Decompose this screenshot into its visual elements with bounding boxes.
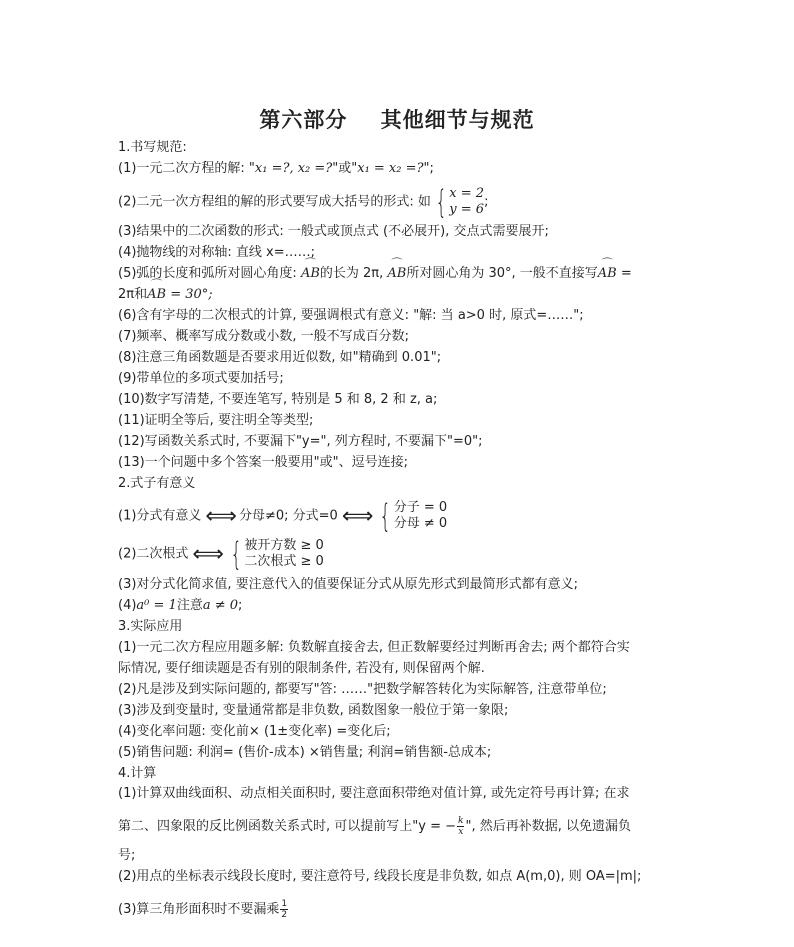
text: "; <box>423 161 434 176</box>
rule-1-3: (3)结果中的二次函数的形式: 一般式或顶点式 (不必展开), 交点式需要展开; <box>118 224 549 239</box>
text: (1)一元二次方程的解: " <box>118 161 255 176</box>
rule-2-3: (3)对分式化简求值, 要注意代入的值要保证分式从原先形式到最简形式都有意义; <box>118 577 579 592</box>
section-3-heading: 3.实际应用 <box>118 619 183 634</box>
double-arrow-icon: ⟺ <box>192 541 222 567</box>
text: (4) <box>118 598 137 613</box>
section-1-heading: 1.书写规范: <box>118 140 187 155</box>
brace-row: 分子 = 0 <box>393 500 448 515</box>
rule-3-4: (4)变化率问题: 变化前× (1±变化率) =变化后; <box>118 724 391 739</box>
brace-conditions <box>226 535 324 573</box>
rule-1-13: (13)一个问题中多个答案一般要用"或"、逗号连接; <box>118 455 409 470</box>
rule-1-11: (11)证明全等后, 要注明全等类型; <box>118 413 314 428</box>
rule-4-2: (2)用点的坐标表示线段长度时, 要注意符号, 线段长度是非负数, 如点 A(m,0), 则 OA=|m|; <box>118 869 642 884</box>
rule-3-3: (3)涉及到变量时, 变量通常都是非负数, 函数图象一般位于第一象限; <box>118 703 509 718</box>
rule-1-7: (7)频率、概率写成分数或小数, 一般不写成百分数; <box>118 329 410 344</box>
text: (3)算三角形面积时不要漏乘 <box>118 902 280 917</box>
rule-2-2 <box>118 535 324 573</box>
brace-row: x = 2 <box>449 186 485 201</box>
text: "或" <box>332 161 358 176</box>
brace-icon: { <box>379 497 392 535</box>
text: = <box>616 266 632 281</box>
numerator: 1 <box>281 899 288 909</box>
rule-1-5 <box>118 266 632 282</box>
rule-1-10: (10)数字写清楚, 不要连笔写, 特别是 5 和 8, 2 和 z, a; <box>118 392 438 407</box>
text: 所对圆心角为 30°, 一般不直接写 <box>406 266 598 281</box>
text: 的长为 2π, <box>319 266 388 281</box>
text: ; <box>484 194 489 210</box>
rule-4-3 <box>118 899 289 920</box>
fraction-k-over-x <box>457 816 464 837</box>
math: a ≠ 0 <box>202 598 239 613</box>
text: (5)弧的长度和弧所对圆心角度: <box>118 266 301 281</box>
brace-row: 分母 ≠ 0 <box>393 516 448 531</box>
double-arrow-icon: ⟺ <box>205 503 235 529</box>
text: (2)二元一次方程组的解的形式要写成大括号的形式: 如 <box>118 194 431 210</box>
rule-3-1-cont: 际情况, 要仔细读题是否有别的限制条件, 若没有, 则保留两个解. <box>118 661 485 676</box>
text: ; <box>238 598 243 613</box>
rule-1-2 <box>118 183 489 221</box>
denominator: x <box>458 827 464 837</box>
page-title: 第六部分 其他细节与规范 <box>259 108 535 132</box>
brace-row: 二次根式 ≥ 0 <box>244 554 324 569</box>
rule-2-1 <box>118 497 448 535</box>
arc-ab: ⌒ AB <box>598 266 617 282</box>
math: = 30°; <box>166 287 213 302</box>
brace-row: 被开方数 ≥ 0 <box>244 538 324 553</box>
text: 注意 <box>176 598 203 613</box>
text: 分母≠0; 分式=0 <box>238 508 338 524</box>
rule-1-4: (4)抛物线的对称轴: 直线 x=……; <box>118 245 316 260</box>
arc-ab: ⌒ AB <box>301 266 320 282</box>
brace-icon: { <box>230 535 242 573</box>
rule-1-6: (6)含有字母的二次根式的计算, 要强调根式有意义: "解: 当 a>0 时, 原式=……"; <box>118 308 584 323</box>
rule-1-8: (8)注意三角函数题是否要求用近似数, 如"精确到 0.01"; <box>118 350 442 365</box>
fraction-one-half <box>280 899 288 920</box>
text: 2π和 <box>118 287 148 302</box>
rule-3-1: (1)一元二次方程应用题多解: 负数解直接舍去, 但正数解要经过判断再舍去; 两个都符合实 <box>118 640 630 655</box>
rule-1-5-cont <box>118 287 213 303</box>
rule-1-1 <box>118 161 434 177</box>
text: (1)分式有意义 <box>118 508 202 524</box>
rule-3-5: (5)销售问题: 利润= (售价-成本) ×销售量; 利润=销售额-总成本; <box>118 745 492 760</box>
double-arrow-icon: ⟺ <box>341 503 372 529</box>
rule-2-4 <box>118 598 242 614</box>
section-4-heading: 4.计算 <box>118 766 157 781</box>
section-2-heading: 2.式子有意义 <box>118 476 196 491</box>
denominator: 2 <box>281 910 288 920</box>
arc-ab: ⌒ AB <box>387 266 406 282</box>
rule-4-1: (1)计算双曲线面积、动点相关面积时, 要注意面积带绝对值计算, 或先定符号再计算; 在求 <box>118 786 630 801</box>
text: ", 然后再补数据, 以免遗漏负 <box>465 819 631 834</box>
brace-row: y = 6 <box>449 202 485 217</box>
text: 第二、四象限的反比例函数关系式时, 可以提前写上"y = − <box>118 819 456 834</box>
math: x₁ =?, x₂ =? <box>254 161 333 176</box>
math: a⁰ = 1 <box>136 598 177 613</box>
rule-4-1-cont <box>118 816 631 837</box>
brace-icon: { <box>435 183 447 221</box>
brace-conditions <box>375 497 448 535</box>
rule-4-1-end: 号; <box>118 848 136 863</box>
rule-1-12: (12)写函数关系式时, 不要漏下"y=", 列方程时, 不要漏下"=0"; <box>118 434 483 449</box>
text: (2)二次根式 <box>118 546 189 562</box>
rule-3-2: (2)凡是涉及到实际问题的, 都要写"答: ……"把数学解答转化为实际解答, 注意带单位; <box>118 682 607 697</box>
brace-system <box>431 183 485 221</box>
math: x₁ = x₂ =? <box>357 161 424 176</box>
numerator: k <box>458 816 464 826</box>
rule-1-9: (9)带单位的多项式要加括号; <box>118 371 284 386</box>
arc-ab: ⌒ AB <box>147 287 166 303</box>
